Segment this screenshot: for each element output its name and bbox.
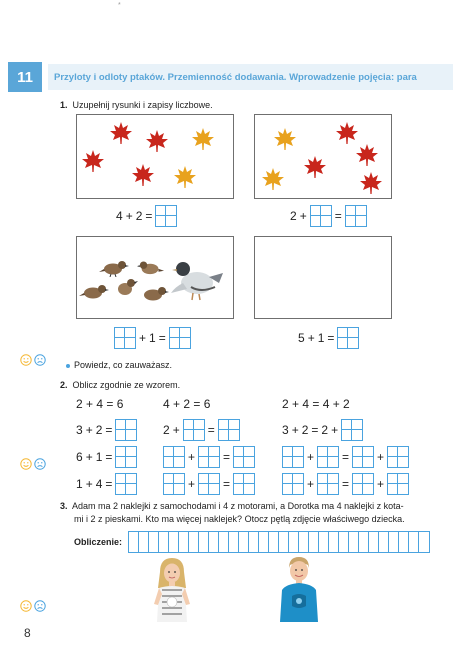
answer-box[interactable]: [198, 473, 220, 495]
answer-box[interactable]: [163, 473, 185, 495]
self-assessment-smileys[interactable]: [20, 600, 46, 612]
answer-box[interactable]: [198, 446, 220, 468]
answer-box[interactable]: [282, 446, 304, 468]
pigeon-icon: [171, 257, 223, 301]
sparrow-icon: [79, 283, 109, 301]
lesson-title: Przyloty i odloty ptaków. Przemienność dodawania. Wprowadzenie pojęcia: para: [48, 64, 453, 90]
answer-box[interactable]: [155, 205, 177, 227]
maple-leaf-red-icon: [335, 121, 359, 145]
sparrow-icon: [99, 259, 129, 277]
answer-box[interactable]: [317, 473, 339, 495]
happy-face-icon[interactable]: [20, 458, 32, 470]
answer-box[interactable]: [233, 473, 255, 495]
equation-3-plus-2: 3 + 2 =: [76, 419, 137, 441]
maple-leaf-red-icon: [81, 149, 105, 173]
maple-leaf-red-icon: [131, 163, 155, 187]
maple-leaf-yellow-icon: [273, 127, 297, 151]
answer-box[interactable]: [114, 327, 136, 349]
sparrow-icon: [137, 259, 165, 277]
answer-box[interactable]: [282, 473, 304, 495]
example-3: 2 + 4 = 4 + 2: [282, 397, 350, 411]
equation-box-plus-1: + 1 =: [114, 327, 191, 349]
maple-leaf-red-icon: [303, 155, 327, 179]
equation-3-plus-2-commutative: 3 + 2 = 2 +: [282, 419, 363, 441]
task1-heading: 1. Uzupełnij rysunki i zapisy liczbowe.: [60, 100, 213, 110]
equation-2-plus-box: 2 + =: [290, 205, 367, 227]
task2-instruction: Oblicz zgodnie ze wzorem.: [72, 380, 181, 390]
page-number: 8: [24, 626, 31, 640]
answer-box[interactable]: [115, 419, 137, 441]
maple-leaf-yellow-icon: [191, 127, 215, 151]
self-assessment-smileys[interactable]: [20, 354, 46, 366]
sad-face-icon[interactable]: [34, 458, 46, 470]
answer-box[interactable]: [337, 327, 359, 349]
example-1: 2 + 4 = 6: [76, 397, 124, 411]
answer-box[interactable]: [169, 327, 191, 349]
birds-picture: [76, 236, 234, 319]
answer-box[interactable]: [341, 419, 363, 441]
answer-box[interactable]: [218, 419, 240, 441]
boy-photo[interactable]: [278, 556, 320, 622]
leaves-picture-2: [254, 114, 392, 199]
maple-leaf-red-icon: [109, 121, 133, 145]
equation-blank-mid-4: + =: [163, 473, 255, 495]
maple-leaf-red-icon: [359, 171, 383, 195]
task3-text: 3. Adam ma 2 naklejki z samochodami i 4 z motorami, a Dorotka ma 4 naklejki z kota- mi i 2 z pieskami. Kto ma więcej naklejek? Otocz pętlą zdjęcie właściwego dziecka.: [60, 501, 405, 524]
happy-face-icon[interactable]: [20, 354, 32, 366]
answer-box[interactable]: [317, 446, 339, 468]
equation-1-plus-4: 1 + 4 =: [76, 473, 137, 495]
answer-box[interactable]: [345, 205, 367, 227]
lesson-number-badge: 11: [8, 62, 42, 92]
answer-box[interactable]: [352, 446, 374, 468]
sparrow-icon: [139, 285, 169, 303]
answer-box[interactable]: [310, 205, 332, 227]
answer-box[interactable]: [387, 473, 409, 495]
equation-5-plus-1: 5 + 1 =: [298, 327, 359, 349]
task1-instruction: Uzupełnij rysunki i zapisy liczbowe.: [72, 100, 213, 110]
maple-leaf-yellow-icon: [261, 167, 285, 191]
top-mark: *: [118, 2, 121, 9]
happy-face-icon[interactable]: [20, 600, 32, 612]
answer-box[interactable]: [352, 473, 374, 495]
leaves-picture-1: [76, 114, 234, 199]
answer-box[interactable]: [183, 419, 205, 441]
example-2: 4 + 2 = 6: [163, 397, 211, 411]
calculation-grid[interactable]: [128, 531, 430, 553]
equation-blank-right-4: + = +: [282, 473, 409, 495]
observe-prompt: Powiedz, co zauważasz.: [74, 360, 173, 370]
answer-box[interactable]: [163, 446, 185, 468]
equation-6-plus-1: 6 + 1 =: [76, 446, 137, 468]
empty-drawing-frame[interactable]: [254, 236, 392, 319]
sad-face-icon[interactable]: [34, 354, 46, 366]
maple-leaf-yellow-icon: [173, 165, 197, 189]
maple-leaf-red-icon: [145, 129, 169, 153]
calc-label: Obliczenie:: [74, 537, 123, 547]
task2-heading: 2. Oblicz zgodnie ze wzorem.: [60, 380, 181, 390]
sparrow-icon: [113, 277, 139, 299]
answer-box[interactable]: [115, 473, 137, 495]
equation-blank-right-3: + = +: [282, 446, 409, 468]
maple-leaf-red-icon: [355, 143, 379, 167]
bullet-dot: [66, 364, 70, 368]
self-assessment-smileys[interactable]: [20, 458, 46, 470]
equation-4-plus-2: 4 + 2 =: [116, 205, 177, 227]
answer-box[interactable]: [233, 446, 255, 468]
girl-photo[interactable]: [152, 558, 192, 622]
answer-box[interactable]: [115, 446, 137, 468]
equation-blank-mid-3: + =: [163, 446, 255, 468]
answer-box[interactable]: [387, 446, 409, 468]
equation-2-plus-box-2: 2 + =: [163, 419, 240, 441]
sad-face-icon[interactable]: [34, 600, 46, 612]
